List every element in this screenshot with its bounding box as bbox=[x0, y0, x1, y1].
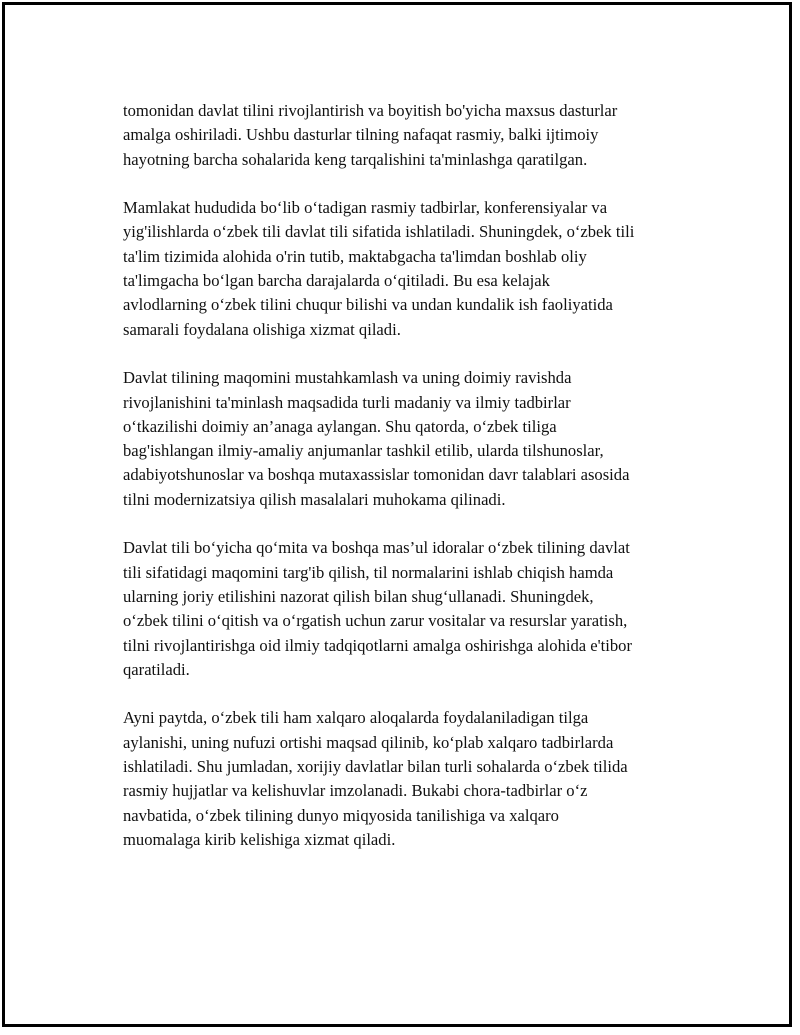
text-line: ishlatiladi. Shu jumladan, xorijiy davlatlar bilan turli sohalarda o‘zbek tilida bbox=[123, 757, 628, 777]
text-line: adabiyotshunoslar va boshqa mutaxassislar tomonidan davr talablari asosida bbox=[123, 465, 630, 485]
text-line: ta'limgacha bo‘lgan barcha darajalarda o‘qitiladi. Bu esa kelajak bbox=[123, 271, 550, 291]
text-line: avlodlarning o‘zbek tilini chuqur bilishi va undan kundalik ish faoliyatida bbox=[123, 295, 613, 315]
text-line: Davlat tili bo‘yicha qo‘mita va boshqa mas’ul idoralar o‘zbek tilining davlat bbox=[123, 538, 630, 558]
text-line: tilni modernizatsiya qilish masalalari muhokama qilinadi. bbox=[123, 489, 506, 509]
text-line: rivojlanishini ta'minlash maqsadida turli madaniy va ilmiy tadbirlar bbox=[123, 392, 571, 412]
text-line: aylanishi, uning nufuzi ortishi maqsad qilinib, ko‘plab xalqaro tadbirlarda bbox=[123, 732, 614, 752]
paragraph-1 bbox=[123, 99, 703, 172]
document-body bbox=[123, 99, 703, 877]
text-line: Ayni paytda, o‘zbek tili ham xalqaro aloqalarda foydalaniladigan tilga bbox=[123, 708, 589, 728]
text-line: Davlat tilining maqomini mustahkamlash va uning doimiy ravishda bbox=[123, 368, 572, 388]
text-line: ularning joriy etilishini nazorat qilish bilan shug‘ullanadi. Shuningdek, bbox=[123, 586, 594, 606]
text-line: Mamlakat hududida bo‘lib o‘tadigan rasmiy tadbirlar, konferensiyalar va bbox=[123, 198, 608, 218]
text-line: bag'ishlangan ilmiy-amaliy anjumanlar tashkil etilib, ularda tilshunoslar, bbox=[123, 441, 604, 461]
text-line: o‘tkazilishi doimiy an’anaga aylangan. Shu qatorda, o‘zbek tiliga bbox=[123, 416, 557, 436]
text-line: tomonidan davlat tilini rivojlantirish va boyitish bo'yicha maxsus dasturlar bbox=[123, 101, 618, 120]
paragraph-3 bbox=[123, 366, 703, 512]
text-line: qaratiladi. bbox=[123, 659, 190, 679]
text-line: muomalaga kirib kelishiga xizmat qiladi. bbox=[123, 829, 396, 849]
text-line: samarali foydalana olishiga xizmat qiladi. bbox=[123, 319, 401, 339]
text-line: o‘zbek tilini o‘qitish va o‘rgatish uchun zarur vositalar va resurslar yaratish, bbox=[123, 611, 628, 631]
text-line: tili sifatidagi maqomini targ'ib qilish, til normalarini ishlab chiqish hamda bbox=[123, 562, 614, 582]
text-line: ta'lim tizimida alohida o'rin tutib, maktabgacha ta'limdan boshlab oliy bbox=[123, 246, 587, 266]
text-line: navbatida, o‘zbek tilining dunyo miqyosida tanilishiga va xalqaro bbox=[123, 805, 559, 825]
paragraph-4 bbox=[123, 536, 703, 682]
paragraph-5 bbox=[123, 706, 703, 852]
page-frame bbox=[2, 2, 792, 1027]
text-line: rasmiy hujjatlar va kelishuvlar imzolanadi. Bukabi chora-tadbirlar o‘z bbox=[123, 781, 588, 801]
text-line: hayotning barcha sohalarida keng tarqalishini ta'minlashga qaratilgan. bbox=[123, 149, 588, 169]
text-line: tilni rivojlantirishga oid ilmiy tadqiqotlarni amalga oshirishga alohida e'tibor bbox=[123, 635, 633, 655]
paragraph-2 bbox=[123, 196, 703, 342]
text-line: amalga oshiriladi. Ushbu dasturlar tilning nafaqat rasmiy, balki ijtimoiy bbox=[123, 125, 599, 145]
text-line: yig'ilishlarda o‘zbek tili davlat tili sifatida ishlatiladi. Shuningdek, o‘zbek tili bbox=[123, 222, 635, 242]
